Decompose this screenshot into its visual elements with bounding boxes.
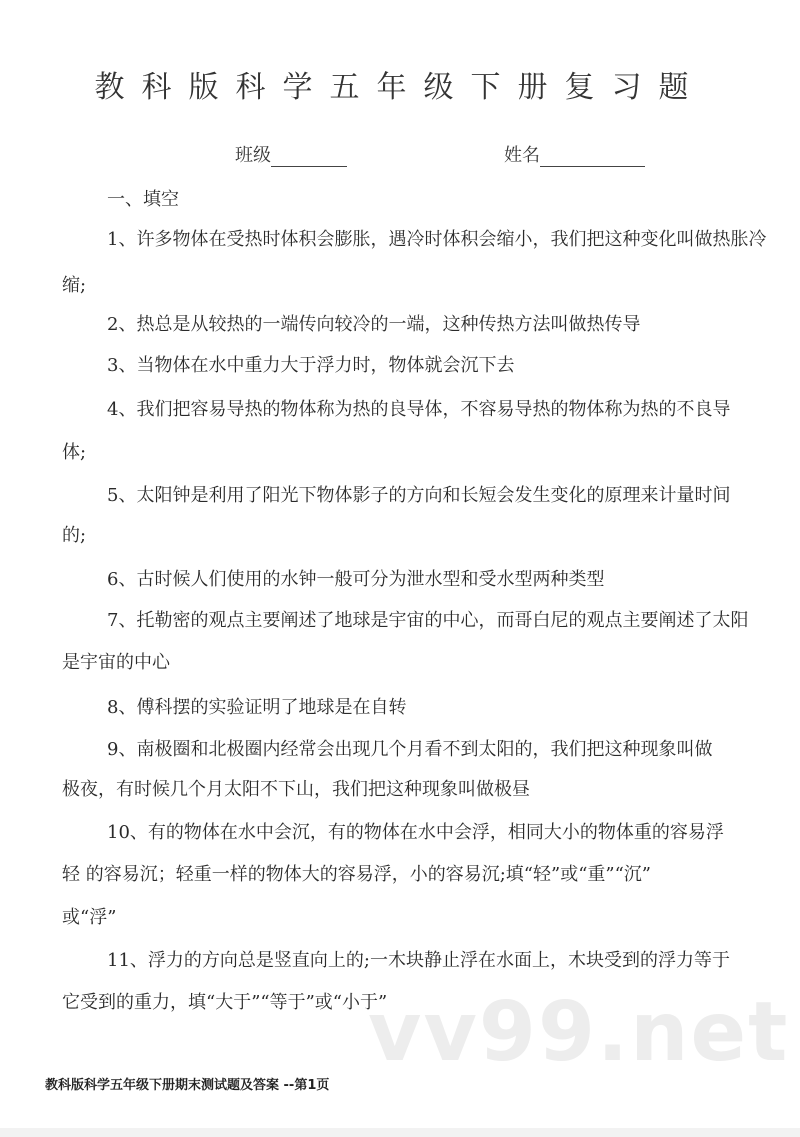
page-bottom-edge (0, 1128, 800, 1137)
class-label: 班级 (235, 145, 271, 166)
question-line: 8、傅科摆的实验证明了地球是在自转 (107, 697, 407, 718)
class-blank (271, 148, 347, 167)
question-line: 6、古时候人们使用的水钟一般可分为泄水型和受水型两种类型 (107, 569, 605, 590)
question-line: 它受到的重力，填“大于”“等于”或“小于” (62, 992, 388, 1013)
question-line: 3、当物体在水中重力大于浮力时，物体就会沉下去 (107, 355, 515, 376)
question-line: 2、热总是从较热的一端传向较冷的一端，这种传热方法叫做热传导 (107, 314, 641, 335)
question-line: 10、有的物体在水中会沉，有的物体在水中会浮，相同大小的物体重的容易浮 (107, 822, 724, 843)
section-heading: 一、填空 (107, 189, 179, 210)
question-line: 体; (62, 442, 87, 463)
document-title: 教科版科学五年级下册复习题 (94, 70, 706, 105)
name-blank (540, 148, 645, 167)
question-line: 7、托勒密的观点主要阐述了地球是宇宙的中心，而哥白尼的观点主要阐述了太阳 (107, 610, 749, 631)
question-line: 4、我们把容易导热的物体称为热的良导体，不容易导热的物体称为热的不良导 (107, 399, 731, 420)
question-line: 是宇宙的中心 (62, 652, 170, 673)
page-footer: 教科版科学五年级下册期末测试题及答案 --第1页 (45, 1078, 330, 1093)
question-line: 5、太阳钟是利用了阳光下物体影子的方向和长短会发生变化的原理来计量时间 (107, 485, 731, 506)
question-line: 11、浮力的方向总是竖直向上的;一木块静止浮在水面上，木块受到的浮力等于 (107, 950, 730, 971)
name-label: 姓名 (504, 145, 540, 166)
name-field (504, 141, 645, 167)
class-field (235, 141, 347, 167)
watermark: vv99.net (368, 985, 790, 1080)
question-line: 或“浮” (62, 907, 117, 928)
question-line: 的; (62, 525, 87, 546)
question-line: 轻 的容易沉；轻重一样的物体大的容易浮，小的容易沉;填“轻”或“重”“沉” (62, 864, 651, 885)
question-line: 缩; (62, 275, 87, 296)
question-line: 极夜，有时候几个月太阳不下山，我们把这种现象叫做极昼 (62, 779, 530, 800)
question-line: 1、许多物体在受热时体积会膨胀，遇冷时体积会缩小，我们把这种变化叫做热胀冷 (107, 229, 767, 250)
question-line: 9、南极圈和北极圈内经常会出现几个月看不到太阳的，我们把这种现象叫做 (107, 739, 713, 760)
